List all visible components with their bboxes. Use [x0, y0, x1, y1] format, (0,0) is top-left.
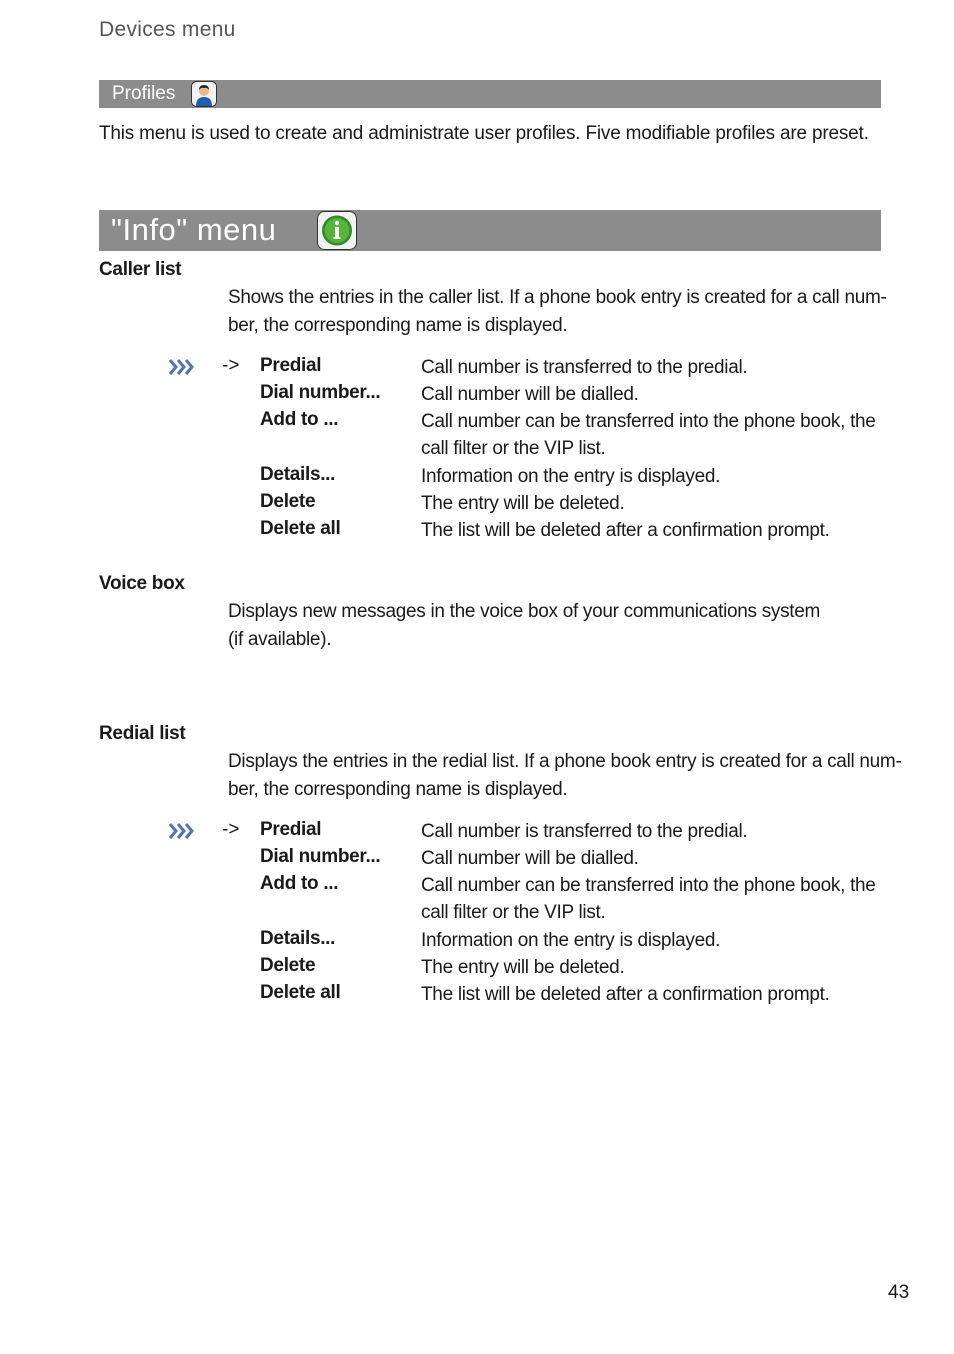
option-description: [421, 872, 881, 926]
option-description: [421, 927, 881, 954]
option-description: [421, 408, 881, 462]
option-description: [421, 517, 881, 544]
option-description: [421, 981, 881, 1008]
option-description-line: The entry will be deleted.: [421, 957, 625, 978]
option-description-line: Call number will be dialled.: [421, 384, 639, 405]
option-name: Delete: [260, 491, 316, 512]
profiles-section-bar: [99, 80, 881, 108]
option-description-line: Call number will be dialled.: [421, 848, 639, 869]
option-description-line: Information on the entry is displayed.: [421, 466, 721, 487]
option-name: Predial: [260, 355, 322, 376]
info-menu-title: "Info" menu: [111, 212, 277, 247]
running-header: Devices menu: [99, 18, 236, 41]
option-name: Details...: [260, 464, 336, 485]
option-description-line: Call number is transferred to the predial.: [421, 357, 748, 378]
redial-list-heading: Redial list: [99, 723, 186, 744]
profiles-section-title: Profiles: [112, 83, 176, 104]
redial-list-description: [228, 748, 902, 804]
option-description-line: Information on the entry is displayed.: [421, 930, 721, 951]
option-name: Delete all: [260, 982, 341, 1003]
option-description: [421, 381, 881, 408]
info-icon: [317, 211, 357, 250]
option-description-line: Call number can be transferred into the phone book, the: [421, 875, 876, 896]
option-name: Dial number...: [260, 382, 381, 403]
info-menu-bar: [99, 210, 881, 251]
option-name: Details...: [260, 928, 336, 949]
arrow-text: ->: [222, 355, 240, 376]
description-line: Displays the entries in the redial list. If a phone book entry is created for a call num-: [228, 751, 902, 772]
profiles-description: This menu is used to create and administrate user profiles. Five modifiable profiles are preset.: [99, 123, 869, 144]
user-profile-icon: [191, 81, 217, 107]
option-description: [421, 845, 881, 872]
triple-chevron-icon: [168, 822, 194, 840]
option-description-line: call filter or the VIP list.: [421, 438, 606, 459]
option-description: [421, 490, 881, 517]
option-description: [421, 818, 881, 845]
option-description-line: The list will be deleted after a confirmation prompt.: [421, 984, 830, 1005]
option-name: Add to ...: [260, 873, 339, 894]
arrow-text: ->: [222, 819, 240, 840]
option-description-line: call filter or the VIP list.: [421, 902, 606, 923]
voice-box-heading: Voice box: [99, 573, 185, 594]
voice-box-description: [228, 598, 888, 654]
option-name: Predial: [260, 819, 322, 840]
option-name: Delete all: [260, 518, 341, 539]
option-name: Delete: [260, 955, 316, 976]
caller-list-heading: Caller list: [99, 259, 182, 280]
description-line: Displays new messages in the voice box of your communications system: [228, 601, 821, 622]
triple-chevron-icon: [168, 358, 194, 376]
option-description-line: The entry will be deleted.: [421, 493, 625, 514]
option-description-line: Call number is transferred to the predial.: [421, 821, 748, 842]
option-description-line: Call number can be transferred into the phone book, the: [421, 411, 876, 432]
option-name: Dial number...: [260, 846, 381, 867]
option-description: [421, 954, 881, 981]
page-number: 43: [888, 1282, 910, 1303]
option-description-line: The list will be deleted after a confirmation prompt.: [421, 520, 830, 541]
description-line: Shows the entries in the caller list. If a phone book entry is created for a call num-: [228, 287, 887, 308]
description-line: (if available).: [228, 629, 332, 650]
description-line: ber, the corresponding name is displayed.: [228, 315, 568, 336]
caller-list-description: [228, 284, 888, 340]
option-description: [421, 354, 881, 381]
option-description: [421, 463, 881, 490]
option-name: Add to ...: [260, 409, 339, 430]
description-line: ber, the corresponding name is displayed.: [228, 779, 568, 800]
